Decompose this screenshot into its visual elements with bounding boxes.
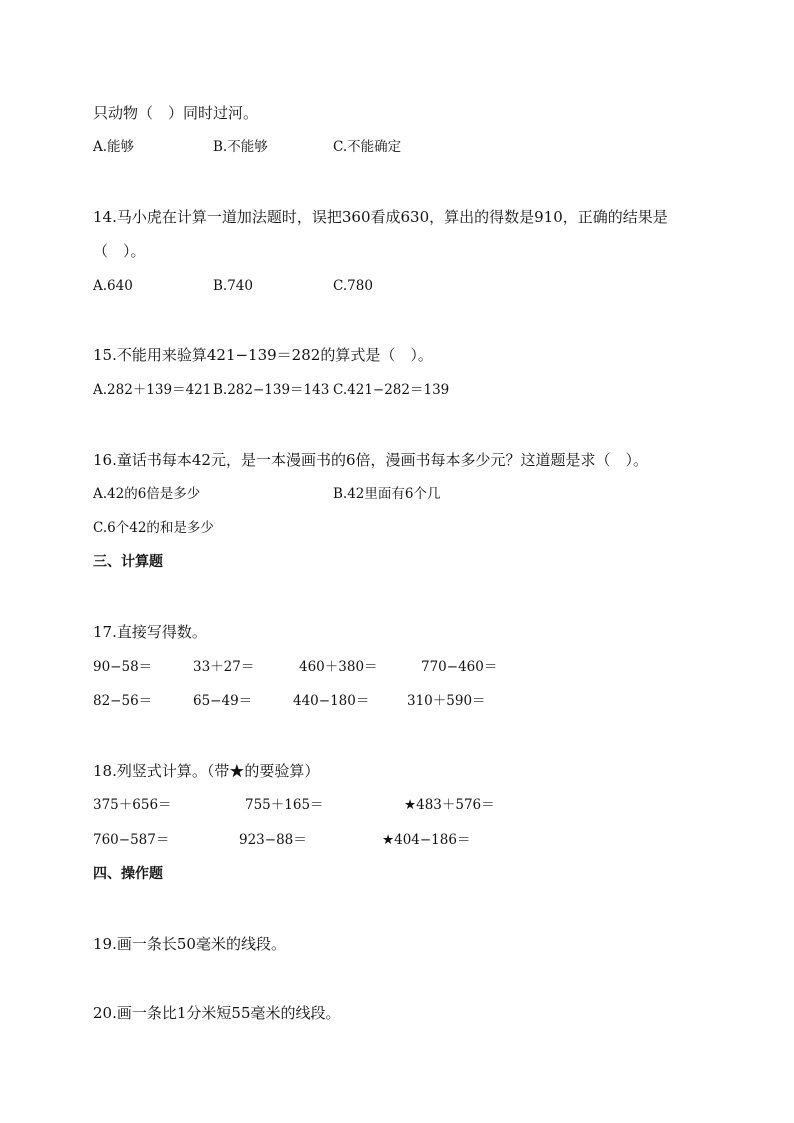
q17-item: 65−49＝ (193, 693, 253, 709)
q15-option-a[interactable]: A.282＋139＝421 (93, 382, 212, 398)
q16-option-c[interactable]: C.6个42的和是多少 (93, 520, 214, 536)
q15-option-b[interactable]: B.282−139＝143 (213, 382, 330, 398)
q16-option-a[interactable]: A.42的6倍是多少 (93, 486, 201, 502)
q18-item: 923−88＝ (239, 832, 307, 848)
q13-option-a[interactable]: A.能够 (93, 139, 135, 155)
q17-stem: 17.直接写得数。 (93, 623, 207, 641)
q18-stem: 18.列竖式计算。（带★的要验算） (93, 762, 320, 780)
q18-item: 375＋656＝ (93, 797, 172, 813)
q17-item: 90−58＝ (93, 659, 153, 675)
q13-option-b[interactable]: B.不能够 (213, 139, 268, 155)
q18-item: 755＋165＝ (245, 797, 324, 813)
q18-item: ★404−186＝ (382, 832, 471, 848)
q16-option-b[interactable]: B.42里面有6个几 (333, 486, 441, 502)
q20-stem: 20.画一条比1分米短55毫米的线段。 (93, 1004, 341, 1022)
q14-stem: 14.马小虎在计算一道加法题时，误把360看成630，算出的得数是910，正确的结果是 (93, 208, 668, 226)
q15-stem: 15.不能用来验算421−139＝282的算式是（ ）。 (93, 346, 433, 364)
q17-item: 460＋380＝ (299, 659, 378, 675)
q14-option-b[interactable]: B.740 (213, 278, 253, 294)
q18-item: ★483＋576＝ (404, 797, 495, 813)
q13-stem-continued: 只动物（ ）同时过河。 (93, 104, 259, 122)
q14-option-a[interactable]: A.640 (93, 278, 133, 294)
q17-item: 82−56＝ (93, 693, 153, 709)
q13-option-c[interactable]: C.不能确定 (333, 139, 402, 155)
q18-item: 760−587＝ (93, 832, 170, 848)
q17-item: 440−180＝ (293, 693, 370, 709)
q16-stem: 16.童话书每本42元，是一本漫画书的6倍，漫画书每本多少元？这道题是求（ ）。 (93, 451, 648, 469)
q15-option-c[interactable]: C.421−282＝139 (333, 382, 450, 398)
q17-item: 770−460＝ (421, 659, 498, 675)
q17-item: 310＋590＝ (407, 693, 486, 709)
q14-option-c[interactable]: C.780 (333, 278, 373, 294)
q17-item: 33＋27＝ (193, 659, 255, 675)
section-heading-operation: 四、操作题 (93, 866, 163, 882)
q19-stem: 19.画一条长50毫米的线段。 (93, 935, 286, 953)
q14-stem-continued: （ ）。 (93, 242, 146, 260)
section-heading-calculation: 三、计算题 (93, 554, 163, 570)
